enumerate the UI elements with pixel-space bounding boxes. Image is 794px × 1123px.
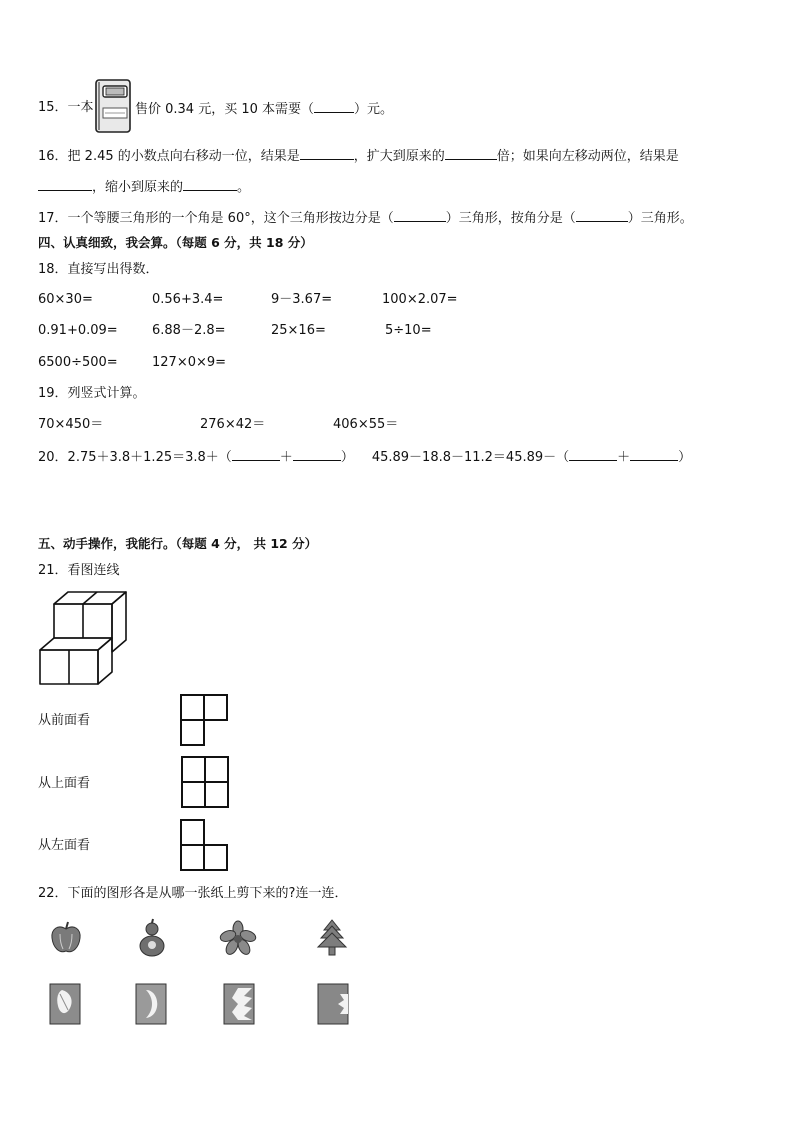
q18-title: 18．直接写出得数． (38, 262, 159, 277)
q20-text-b: 45.89－18.8－11.2＝45.89－（ (371, 450, 570, 465)
view-figure-c-icon[interactable] (180, 819, 230, 873)
q16-text-b: ，扩大到原来的 (353, 149, 445, 164)
q16-blank-1[interactable] (300, 147, 354, 160)
flower-icon[interactable] (219, 920, 257, 956)
q15-suffix: 售价 0.34 元，买 10 本需要（ (135, 102, 315, 117)
paper-zigzag-icon[interactable] (222, 982, 256, 1026)
q15-text (135, 100, 393, 118)
q18-item: 100×2.07= (382, 292, 458, 307)
question-17 (38, 209, 693, 227)
q22-title: 22．下面的图形各是从哪一张纸上剪下来的?连一连． (38, 886, 348, 901)
question-15 (38, 100, 94, 116)
question-16-line2 (38, 178, 250, 196)
q18-item: 6500÷500= (38, 355, 118, 370)
q19-item: 276×42＝ (200, 417, 266, 432)
q18-item: 9－3.67= (271, 292, 333, 307)
q18-item: 25×16= (271, 323, 326, 338)
q17-blank-1[interactable] (394, 209, 446, 222)
q18-item: 5÷10= (385, 323, 432, 338)
q18-item: 60×30= (38, 292, 93, 307)
q16-text-e: 。 (237, 180, 251, 195)
cube-stack-icon (38, 590, 130, 686)
apple-icon[interactable] (48, 920, 84, 956)
view-label-front: 从前面看 (38, 713, 91, 728)
question-16-line1 (38, 147, 679, 165)
q17-text-c: ）三角形。 (627, 211, 693, 226)
view-figure-b-icon[interactable] (181, 756, 231, 810)
q18-item: 127×0×9= (152, 355, 227, 370)
q18-item: 0.91+0.09= (38, 323, 118, 338)
view-label-left: 从左面看 (38, 838, 91, 853)
q20-blank-4[interactable] (630, 448, 678, 461)
q21-title: 21．看图连线 (38, 563, 120, 578)
q16-text-d: ，缩小到原来的 (92, 180, 184, 195)
tree-icon[interactable] (316, 918, 348, 958)
section-4-title: 四、认真细致，我会算。（每题 6 分，共 18 分） (38, 235, 313, 250)
q15-prefix: 15．一本 (38, 100, 94, 115)
q17-text-b: ）三角形，按角分是（ (445, 211, 576, 226)
notebook-icon (94, 78, 132, 134)
q17-text-a: 17．一个等腰三角形的一个角是 60°，这个三角形按边分是（ (38, 211, 394, 226)
paper-moon-icon[interactable] (134, 982, 168, 1026)
gourd-icon[interactable] (136, 918, 168, 958)
q18-item: 6.88－2.8= (152, 323, 226, 338)
q18-item: 0.56+3.4= (152, 292, 224, 307)
q17-blank-2[interactable] (576, 209, 628, 222)
q20-close-2: ） (678, 450, 692, 465)
q20-blank-2[interactable] (293, 448, 341, 461)
q16-blank-2[interactable] (445, 147, 497, 160)
q16-blank-4[interactable] (183, 178, 237, 191)
paper-notch-icon[interactable] (316, 982, 350, 1026)
q19-title: 19．列竖式计算。 (38, 386, 146, 401)
q20-close-1: ） (340, 450, 354, 465)
q15-end: ）元。 (354, 102, 394, 117)
q20-blank-3[interactable] (569, 448, 617, 461)
q16-text-a: 16．把 2.45 的小数点向右移动一位，结果是 (38, 149, 300, 164)
q20-plus-2: ＋ (617, 450, 631, 465)
q20-blank-1[interactable] (232, 448, 280, 461)
q19-item: 406×55＝ (333, 417, 399, 432)
view-label-top: 从上面看 (38, 776, 91, 791)
q20-plus-1: ＋ (279, 450, 293, 465)
q15-answer-blank[interactable] (314, 100, 354, 113)
question-20 (38, 448, 691, 466)
q19-item: 70×450＝ (38, 417, 104, 432)
q16-blank-3[interactable] (38, 178, 92, 191)
section-5-title: 五、动手操作，我能行。（每题 4 分， 共 12 分） (38, 536, 318, 551)
q20-text-a: 20．2.75＋3.8＋1.25＝3.8＋（ (38, 450, 232, 465)
q16-text-c: 倍；如果向左移动两位，结果是 (496, 149, 679, 164)
view-figure-a-icon[interactable] (180, 694, 230, 748)
paper-leaf-icon[interactable] (48, 982, 82, 1026)
